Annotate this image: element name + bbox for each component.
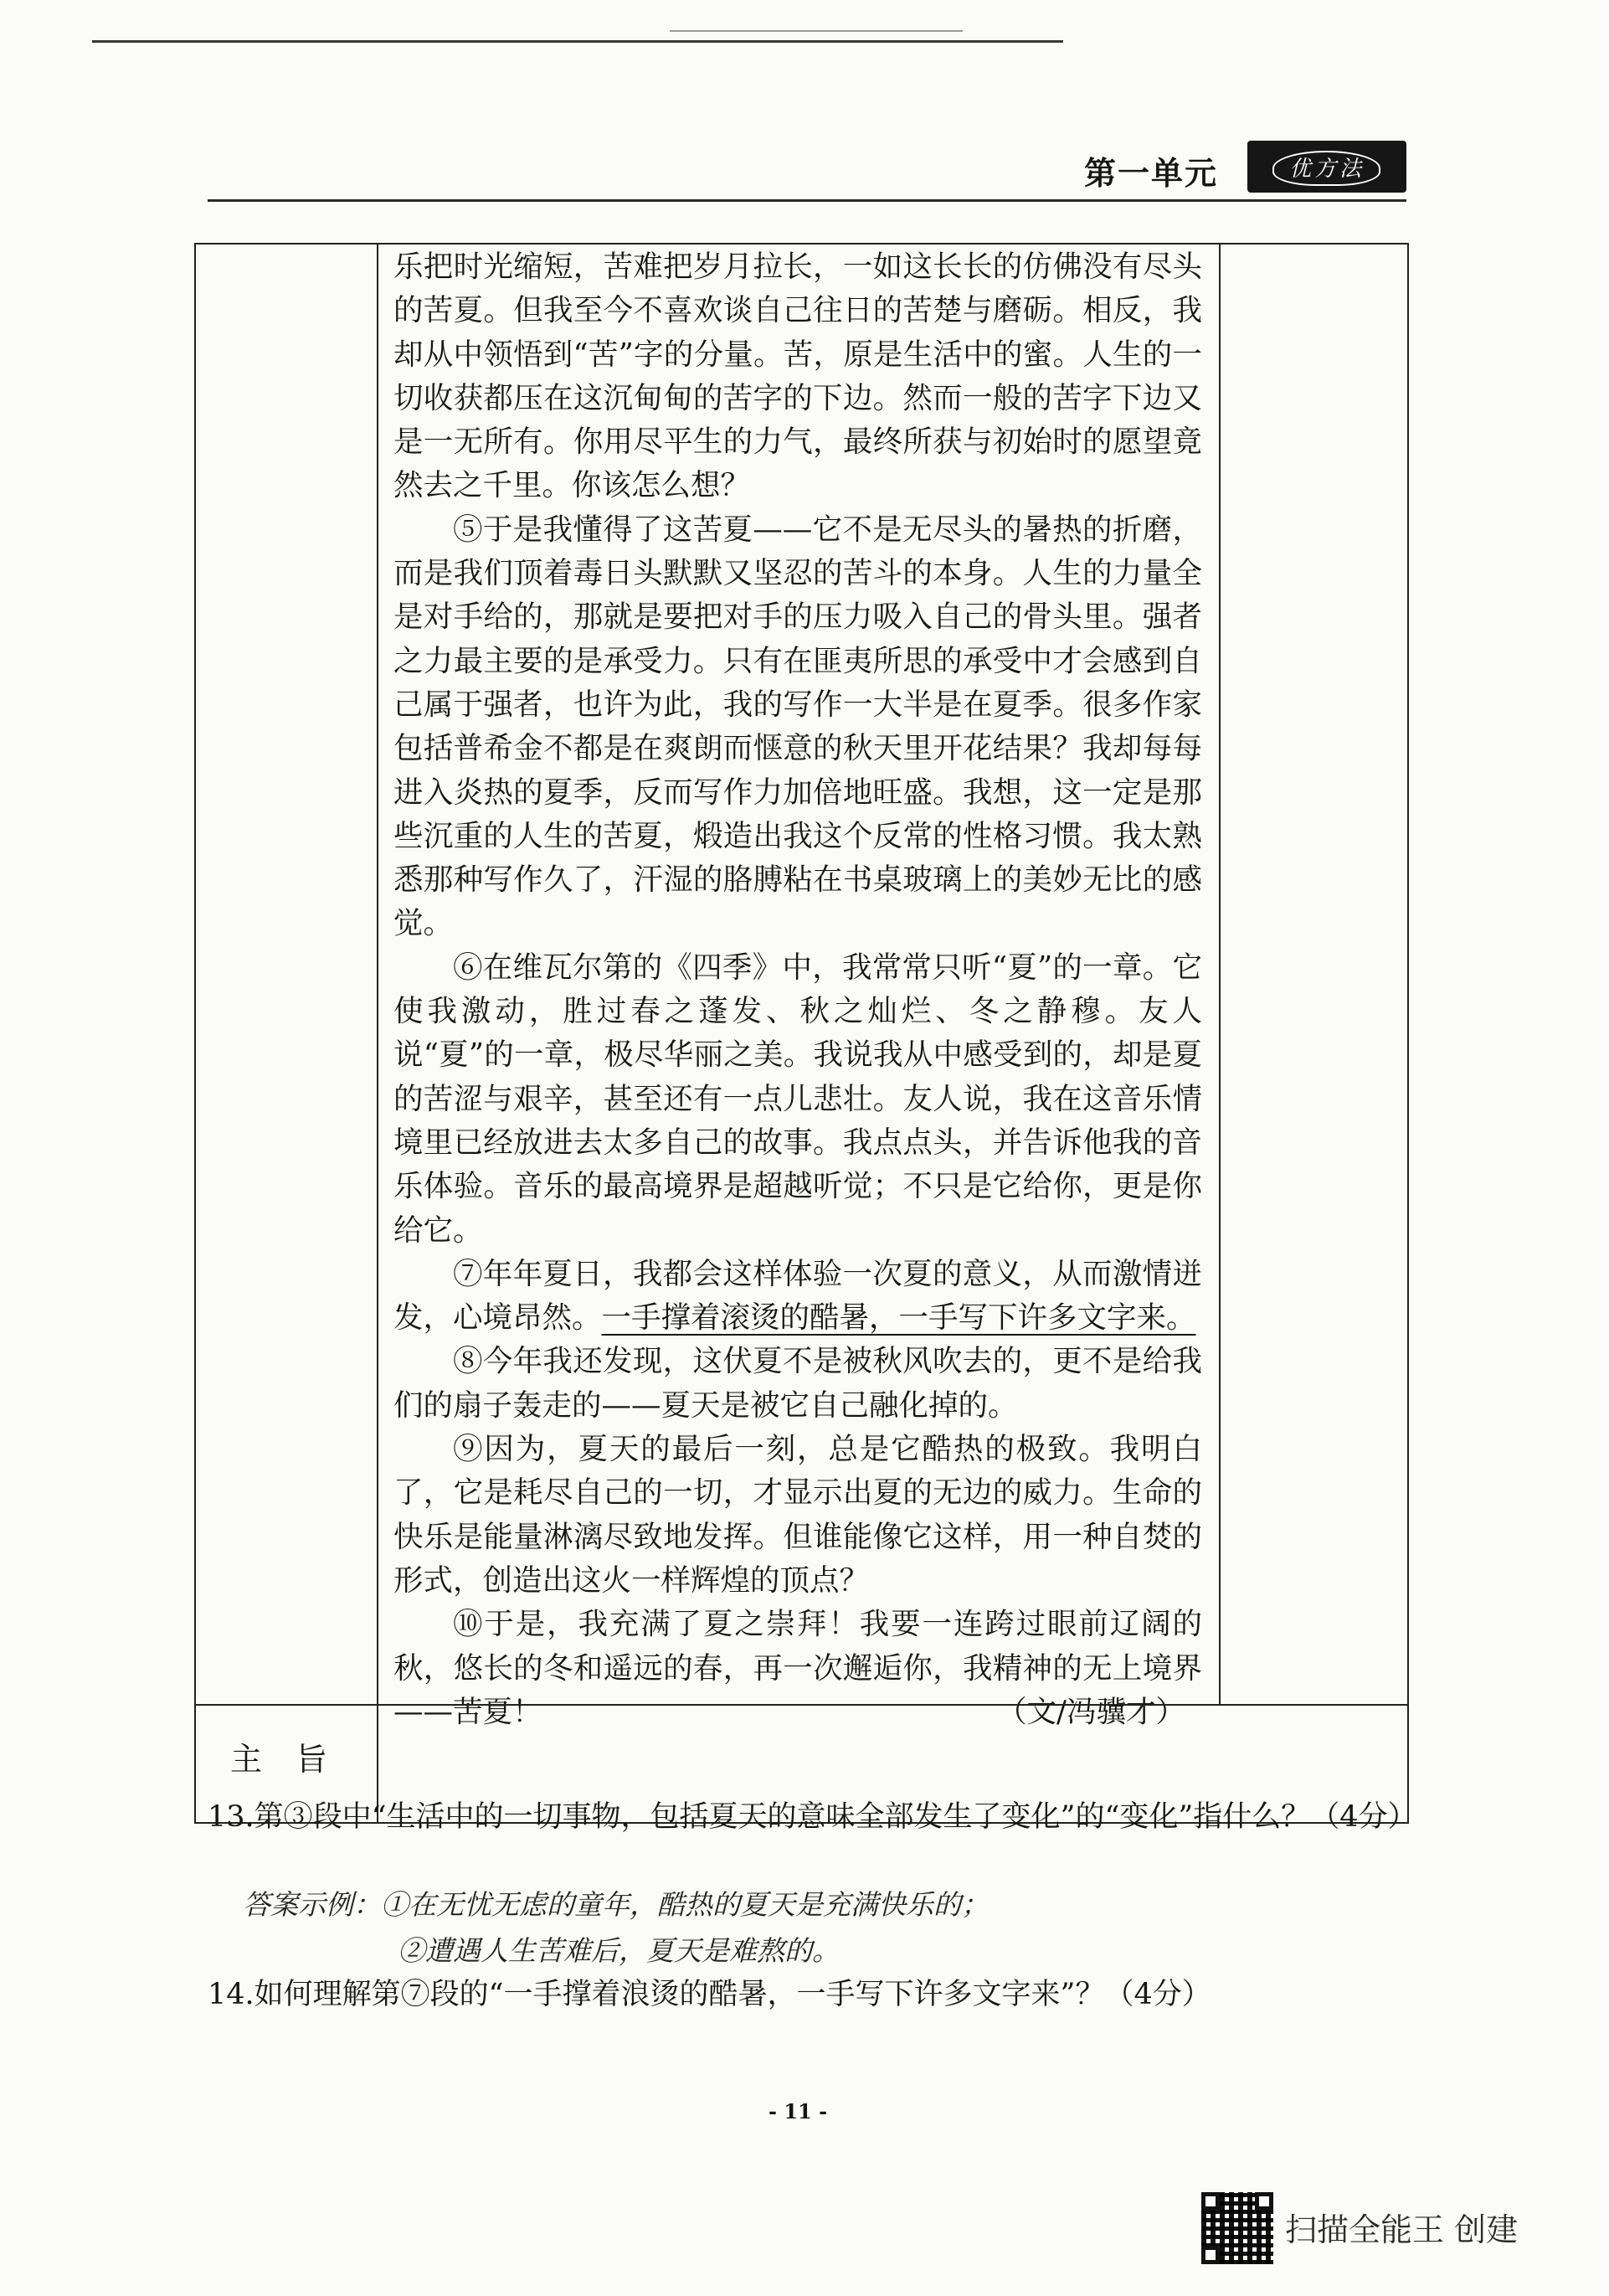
theme-label: 主旨 (230, 1741, 362, 1778)
paragraph-7 (393, 1253, 1202, 1341)
paragraph-8: ⑧今年我还发现，这伏夏不是被秋风吹去的，更不是给我们的扇子轰走的——夏天是被它自己融化掉的。 (393, 1344, 1202, 1423)
paragraph-10-text: ⑩于是，我充满了夏之崇拜！我要一连跨过眼前辽阔的秋，悠长的冬和遥远的春，再一次邂逅你，我精神的无上境界——苦夏！ (393, 1607, 1202, 1729)
paragraph-5: ⑤于是我懂得了这苦夏——它不是无尽头的暑热的折磨，而是我们顶着毒日头默默又坚忍的苦斗的本身。人生的力量全是对手给的，那就是要把对手的压力吸入自己的骨头里。强者之力最主要的是承受力。只有在匪夷所思的承受中才会感到自己属于强者，也许为此，我的写作一大半是在夏季。很多作家包括普希金不都是在爽朗而惬意的秋天里开花结果？我却每每进入炎热的夏季，反而写作力加倍地旺盛。我想，这一定是那些沉重的人生的苦夏，煅造出我这个反常的性格习惯。我太熟悉那种写作久了，汗湿的胳膊粘在书桌玻璃上的美妙无比的感觉。 (393, 512, 1202, 941)
paragraph-continued: 乐把时光缩短，苦难把岁月拉长，一如这长长的仿佛没有尽头的苦夏。但我至今不喜欢谈自己往日的苦楚与磨砺。相反，我却从中领悟到“苦”字的分量。苦，原是生活中的蜜。人生的一切收获都压在这沉甸甸的苦字的下边。然而一般的苦字下边又是一无所有。你用尽平生的力气，最终所获与初始时的愿望竟然去之千里。你该怎么想？ (393, 250, 1202, 503)
question-13: 13.第③段中“生活中的一切事物，包括夏天的意味全部发生了变化”的“变化”指什么？（4分） (208, 1800, 1417, 1834)
author-credit: （文/冯骥才） (997, 1694, 1185, 1729)
header-rule (208, 199, 1406, 202)
badge-text: 优方法 (1288, 156, 1365, 182)
passage-text (393, 245, 1202, 1734)
qr-finder-top-right (1255, 2192, 1273, 2211)
question-13-answer (243, 1882, 989, 1974)
qr-code-icon (1201, 2192, 1273, 2264)
scanner-watermark: 扫描全能王 创建 (1285, 2211, 1519, 2248)
scan-artifact-line (670, 30, 963, 32)
answer-label: 答案示例： (243, 1888, 381, 1921)
unit-title: 第一单元 (1084, 155, 1219, 192)
table-right-column-divider (1219, 243, 1221, 1706)
question-14: 14.如何理解第⑦段的“一手撑着浪烫的酷暑，一手写下许多文字来”？（4分） (208, 1978, 1211, 2011)
qr-finder-bottom-left (1201, 2246, 1220, 2264)
paragraph-7-underlined-sentence: 一手撑着滚烫的酷暑，一手写下许多文字来。 (601, 1300, 1196, 1336)
top-border-line (92, 40, 1063, 43)
paragraph-7-lead: ⑦年年夏日，我都会这样体验一次夏的意义，从而激情迸发，心境昂然。 (393, 1256, 1202, 1336)
table-left-column-divider (377, 243, 378, 1824)
paragraph-9: ⑨因为，夏天的最后一刻，总是它酷热的极致。我明白了，它是耗尽自己的一切，才显示出夏的无边的威力。生命的快乐是能量淋漓尽致地发挥。但谁能像它这样，用一种自焚的形式，创造出这火一样辉煌的顶点？ (393, 1432, 1202, 1598)
answer-item-2: ②遭遇人生苦难后，夏天是难熬的。 (398, 1934, 840, 1967)
page-number: - 11 - (769, 2099, 828, 2124)
answer-item-1: ①在无忧无虑的童年，酷热的夏天是充满快乐的； (381, 1888, 989, 1921)
qr-finder-top-left (1201, 2192, 1220, 2211)
paragraph-6: ⑥在维瓦尔第的《四季》中，我常常只听“夏”的一章。它使我激动，胜过春之蓬发、秋之灿烂、冬之静穆。友人说“夏”的一章，极尽华丽之美。我说我从中感受到的，却是夏的苦涩与艰辛，甚至还有一点儿悲壮。友人说，我在这音乐情境里已经放进去太多自己的故事。我点点头，并告诉他我的音乐体验。音乐的最高境界是超越听觉；不只是它给你，更是你给它。 (393, 950, 1202, 1248)
unit-badge-logo (1247, 141, 1406, 193)
